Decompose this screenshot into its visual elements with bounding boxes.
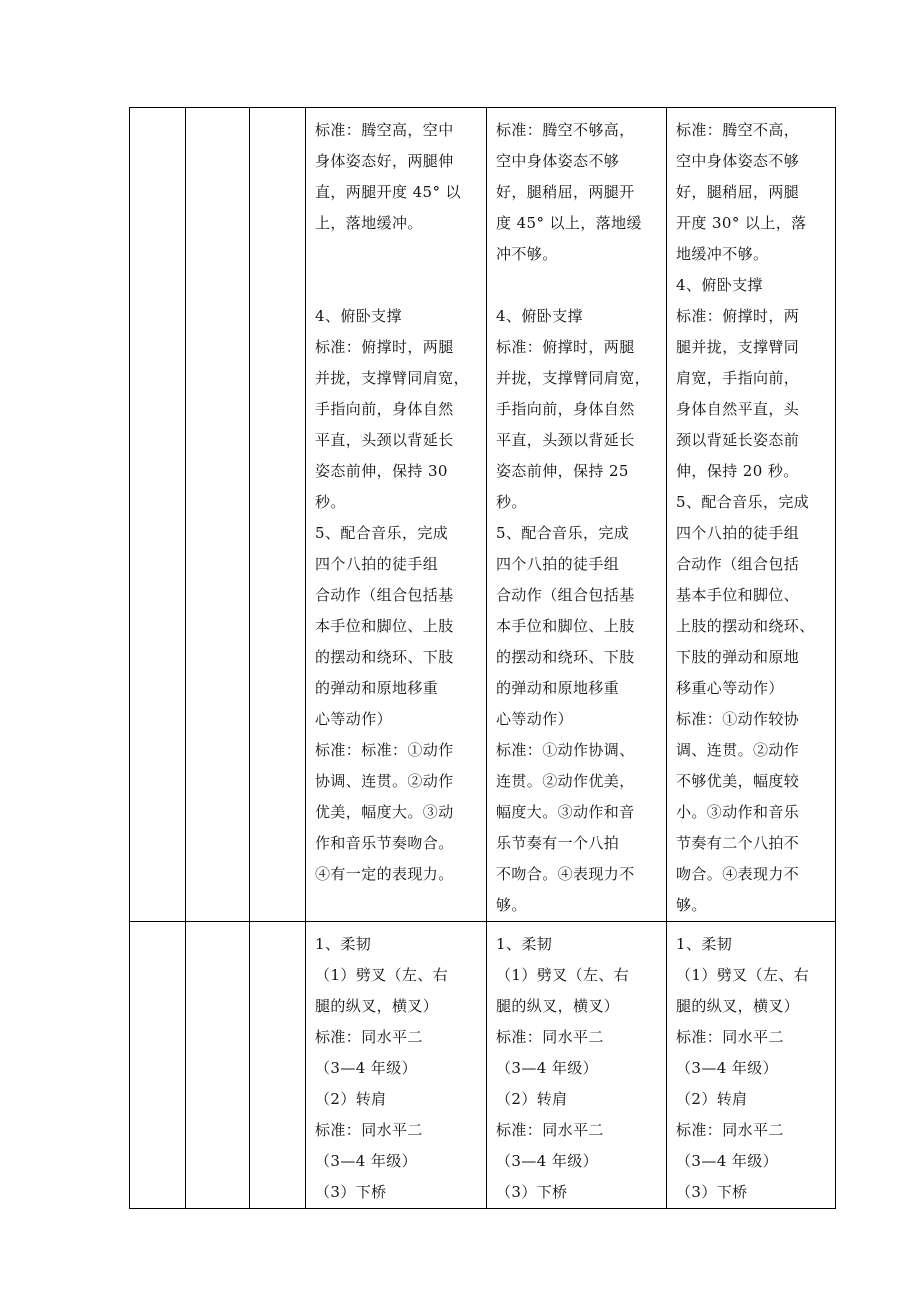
empty-cell [250, 108, 306, 922]
good-standard-cell [487, 108, 667, 922]
cell-text: 1、柔韧 （1）劈叉（左、右 腿的纵叉，横叉） 标准：同水平二 （3—4 年级） （2）转肩 标准：同水平二 （3—4 年级） （3）下桥 [496, 935, 630, 1201]
empty-cell [130, 922, 186, 1209]
cell-text: 标准：腾空高，空中 身体姿态好，两腿伸 直，两腿开度 45° 以 上，落地缓冲。 4、俯卧支撑 标准：俯撑时，两腿 并拢，支撑臂同肩宽， 手指向前，身体自然 平直，头颈以背延长 姿态前伸，保持 30 秒。 5、配合音乐，完成 四个八拍的徒手组 合动作（组合包括基 本手位和脚位、上肢 的摆动和绕环、下肢 的弹动和原地移重 心等动作） 标准：标准：①动作 协调、连贯。②动作 优美，幅度大。③动 作和音乐节奏吻合。 ④有一定的表现力。 [315, 121, 470, 883]
pass-standard-cell [667, 108, 836, 922]
cell-text: 标准：腾空不高， 空中身体姿态不够 好，腿稍屈，两腿 开度 30° 以上，落 地缓冲不够。 4、俯卧支撑 标准：俯撑时，两 腿并拢，支撑臂同 肩宽，手指向前， 身体自然平直，头 颈以背延长姿态前 伸，保持 20 秒。 5、配合音乐，完成 四个八拍的徒手组 合动作（组合包括 基本手位和脚位、 上肢的摆动和绕环、 下肢的弹动和原地 移重心等动作） 标准：①动作较协 调、连贯。②动作 不够优美，幅度较 小。③动作和音乐 节奏有二个八拍不 吻合。④表现力不 够。 [676, 121, 815, 914]
good-standard-cell [487, 922, 667, 1209]
cell-text: 标准：腾空不够高， 空中身体姿态不够 好，腿稍屈，两腿开 度 45° 以上，落地缓 冲不够。 4、俯卧支撑 标准：俯撑时，两腿 并拢，支撑臂同肩宽， 手指向前，身体自然 平直，头颈以背延长 姿态前伸，保持 25 秒。 5、配合音乐，完成 四个八拍的徒手组 合动作（组合包括基 本手位和脚位、上肢 的摆动和绕环、下肢 的弹动和原地移重 心等动作） 标准：①动作协调、 连贯。②动作优美， 幅度大。③动作和音 乐节奏有一个八拍 不吻合。④表现力不 够。 [496, 121, 651, 914]
cell-text: 1、柔韧 （1）劈叉（左、右 腿的纵叉，横叉） 标准：同水平二 （3—4 年级） （2）转肩 标准：同水平二 （3—4 年级） （3）下桥 [676, 935, 810, 1201]
empty-cell [186, 922, 250, 1209]
excellent-standard-cell [306, 108, 487, 922]
cell-text: 1、柔韧 （1）劈叉（左、右 腿的纵叉，横叉） 标准：同水平二 （3—4 年级） （2）转肩 标准：同水平二 （3—4 年级） （3）下桥 [315, 935, 449, 1201]
standards-table [129, 107, 836, 1209]
excellent-standard-cell [306, 922, 487, 1209]
empty-cell [130, 108, 186, 922]
table-row [130, 108, 836, 922]
empty-cell [186, 108, 250, 922]
pass-standard-cell [667, 922, 836, 1209]
empty-cell [250, 922, 306, 1209]
table-row [130, 922, 836, 1209]
